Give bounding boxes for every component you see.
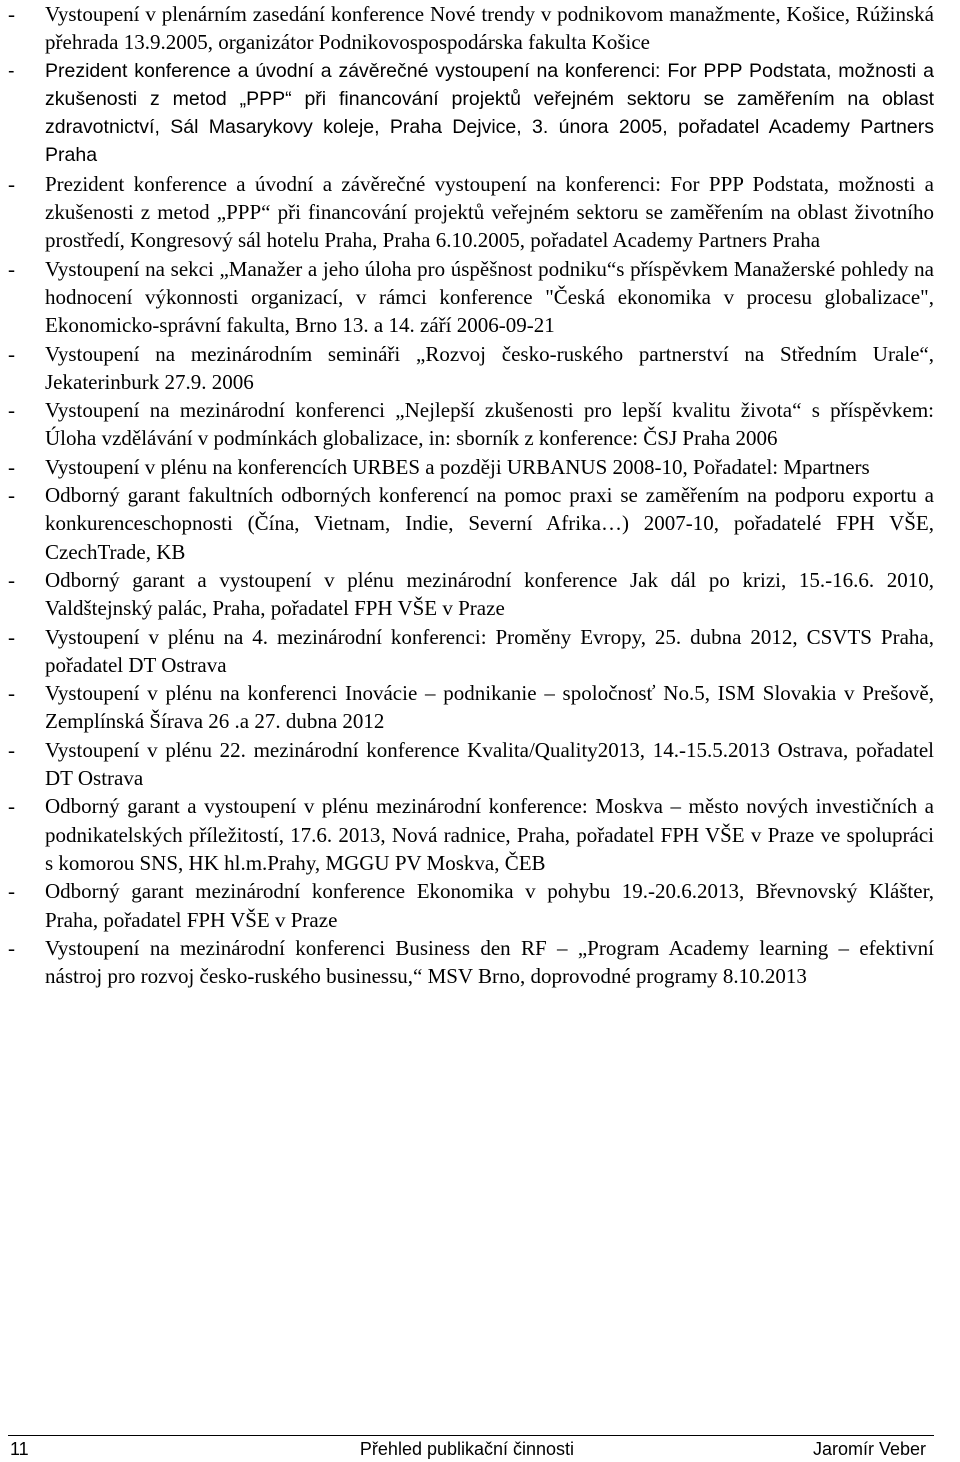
list-dash: - [8,2,15,26]
list-dash: - [8,398,15,423]
publication-list [8,0,934,990]
list-dash: - [8,341,15,366]
list-item-text: Vystoupení v plénu na 4. mezinárodní konferenci: Proměny Evropy, 25. dubna 2012, CSVTS Praha, pořadatel DT Ostrava [45,624,934,677]
list-item-text: Vystoupení na mezinárodní konferenci „Nejlepší zkušenosti pro lepší kvalitu života“ s příspěvkem: Úloha vzdělávání v podmínkách globalizace, in: sborník z konference: ČSJ Praha 2006 [45,398,934,451]
list-item-text: Vystoupení na sekci „Manažer a jeho úloha pro úspěšnost podniku“s příspěvkem Manažerské pohledy na hodnocení výkonnosti organizací, v rámci konference "Česká ekonomika v procesu globalizace", Ekonomicko-správní fakulta, Brno 13. a 14. září 2006-09-21 [45,256,934,338]
list-item-text: Vystoupení v plenárním zasedání konference Nové trendy v podnikovom manažmente, Košice, Rúžinská přehrada 13.9.2005, organizátor Podnikovospospodárska fakulta Košice [45,2,934,55]
list-item-text: Odborný garant mezinárodní konference Ekonomika v pohybu 19.-20.6.2013, Břevnovský Klášter, Praha, pořadatel FPH VŠE v Praze [45,879,934,932]
list-item-text: Odborný garant a vystoupení v plénu mezinárodní konference Jak dál po krizi, 15.-16.6. 2010, Valdštejnský palác, Praha, pořadatel FPH VŠE v Praze [45,567,934,621]
list-item [8,736,934,793]
list-item [8,57,934,170]
list-item [8,481,934,566]
list-item-text: Vystoupení v plénu na konferenci Inovácie – podnikanie – spoločnosť No.5, ISM Slovakia v Prešově, Zemplínská Šírava 26 .a 27. dubna 2012 [45,681,934,734]
list-item [8,453,934,481]
list-dash: - [8,171,15,196]
footer-author: Jaromír Veber [812,1439,926,1459]
list-item [8,170,934,255]
list-dash: - [8,256,15,281]
page-number: 11 [10,1439,29,1459]
list-item-text: Vystoupení na mezinárodní konferenci Business den RF – „Program Academy learning – efektivní nástroj pro rozvoj česko-ruského businessu,“ MSV Brno, doprovodné programy 8.10.2013 [45,935,934,989]
list-dash: - [8,681,15,706]
list-item [8,0,934,57]
list-dash: - [8,59,15,82]
list-item [8,255,934,340]
list-dash: - [8,624,15,649]
list-item [8,934,934,991]
list-item-text: Odborný garant fakultních odborných konferencí na pomoc praxi se zaměřením na podporu exportu a konkurenceschopnosti (Čína, Vietnam, Indie, Severní Afrika…) 2007-10, pořadatelé FPH VŠE, CzechTrade, KB [45,483,934,564]
list-dash: - [8,454,15,479]
list-item-text: Prezident konference a úvodní a závěrečné vystoupení na konferenci: For PPP Podstata, možnosti a zkušenosti z metod „PPP“ při financování projektů veřejném sektoru se zaměřením na oblast životního prostředí, Kongresový sál hotelu Praha, Praha 6.10.2005, pořadatel Academy Partners Praha [45,171,934,253]
list-item-text: Vystoupení v plénu 22. mezinárodní konference Kvalita/Quality2013, 14.-15.5.2013 Ostrava, pořadatel DT Ostrava [45,737,934,791]
list-dash: - [8,794,15,819]
list-item [8,679,934,736]
list-item-text: Vystoupení v plénu na konferencích URBES a později URBANUS 2008-10, Pořadatel: Mpartners [45,454,870,479]
list-item [8,340,934,397]
list-dash: - [8,567,15,592]
list-dash: - [8,879,15,904]
list-item-text: Prezident konference a úvodní a závěrečné vystoupení na konferenci: For PPP Podstata, možnosti a zkušenosti z metod „PPP“ při financování projektů veřejném sektoru se zaměřením na oblast zdravotnictví, Sál Masarykovy koleje, Praha Dejvice, 3. února 2005, pořadatel Academy Partners Praha [45,59,934,167]
page-footer [8,1436,926,1462]
list-dash: - [8,737,15,762]
list-dash: - [8,935,15,960]
list-item [8,396,934,453]
list-dash: - [8,483,15,508]
list-item [8,877,934,934]
list-item [8,792,934,877]
list-item [8,566,934,623]
list-item-text: Vystoupení na mezinárodním semináři „Rozvoj česko-ruského partnerství na Středním Urale“, Jekaterinburk 27.9. 2006 [45,341,934,394]
footer-title: Přehled publikační činnosti [359,1439,575,1459]
list-item-text: Odborný garant a vystoupení v plénu mezinárodní konference: Moskva – město nových investičních a podnikatelských příležitostí, 17.6. 2013, Nová radnice, Praha, pořadatel FPH VŠE v Praze ve spolupráci s komorou SNS, HK hl.m.Prahy, MGGU PV Moskva, ČEB [45,794,934,875]
list-item [8,623,934,680]
